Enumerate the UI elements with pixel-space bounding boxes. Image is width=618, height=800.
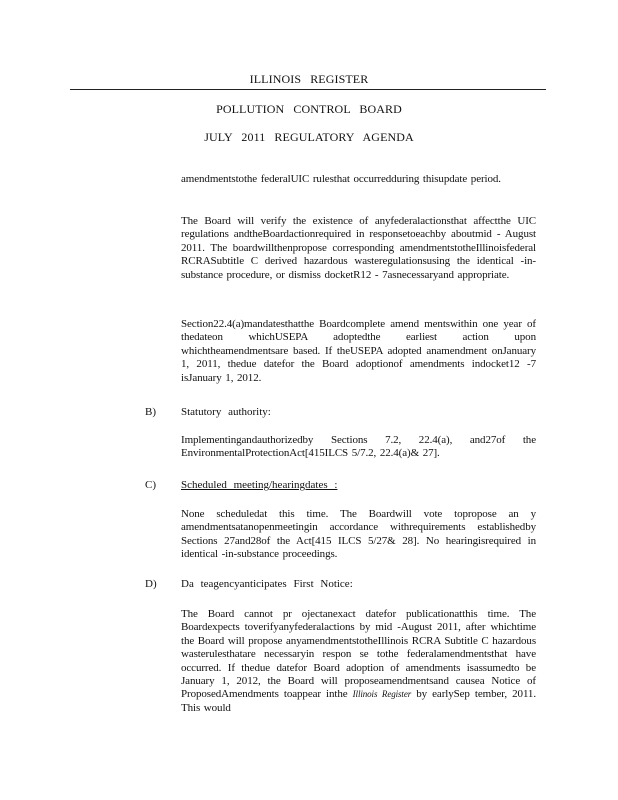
paragraph-board-verify: The Board will verify the existence of anyfederalactionsthat affectthe UIC regulations andtheBoardactionrequired in responsetoeachby aboutmid - August 2011. The boardwillthenpropose corresponding amendmentstotheIllinoisfederal RCRASubtitle C derived hazardous wasteregulationsusing the identical -in-substance procedure, or dismiss docketR12 - 7asnecessaryand appropriate. <box>181 215 536 281</box>
section-c-label: C) <box>145 479 156 491</box>
section-b-label: B) <box>145 406 156 418</box>
header-divider <box>70 89 546 90</box>
agenda-title: JULY 2011 REGULATORY AGENDA <box>204 130 414 144</box>
paragraph-section-22-4: Section22.4(a)mandatesthatthe Boardcomplete amend mentswithin one year of thedateon whichUSEPA adoptedthe earliest action upon whichtheamendmentsare based. If theUSEPA adopted anamendment onJanuary 1, 2011, thedue datefor the Board adoptionof amendments indocket12 -7 isJanuary 1, 2012. <box>181 318 536 384</box>
section-d-label: D) <box>145 578 157 590</box>
register-title: ILLINOIS REGISTER <box>249 72 369 86</box>
section-b-title: Statutory authority: <box>181 406 271 418</box>
illinois-register-italic: Illinois Register <box>352 689 412 700</box>
section-d-body-text: The Board cannot pr ojectanexact datefor publicationatthis time. The Boardexpects toverifyanyfederalactions by mid -August 2011, after whichtime the Board will propose anyamendmentstotheIllinois RCRA Subtitle C hazardous wasterulesthatare necessaryin respon se tothe federalamendmentsthat have occurred. If thedue datefor Board adoption of amendments isassumedto be January 1, 2012, the Board will proposeamendmentsand causea Notice of ProposedAmendments toappear inthe <box>181 608 536 701</box>
section-c-body: None scheduledat this time. The Boardwill vote topropose an y amendmentsatanopenmeetingin accordance withrequirements establishedby Sections 27and28of the Act[415 ILCS 5/27& 28]. No hearingisrequired in identical -in-substance proceedings. <box>181 508 536 561</box>
paragraph-uic-amendments: amendmentstothe federalUIC rulesthat occurredduring thisupdate period. <box>181 173 501 185</box>
section-b-body: Implementingandauthorizedby Sections 7.2, 22.4(a), and27of the EnvironmentalProtectionAct[415ILCS 5/7.2, 22.4(a)& 27]. <box>181 434 536 460</box>
section-d-title: Da teagencyanticipates First Notice: <box>181 578 353 590</box>
section-d-body <box>181 608 536 715</box>
section-d-body-tail: by earlySep tember, 2011. This would <box>181 688 536 714</box>
section-c-title: Scheduled meeting/hearingdates : <box>181 479 338 491</box>
board-title: POLLUTION CONTROL BOARD <box>216 102 402 116</box>
